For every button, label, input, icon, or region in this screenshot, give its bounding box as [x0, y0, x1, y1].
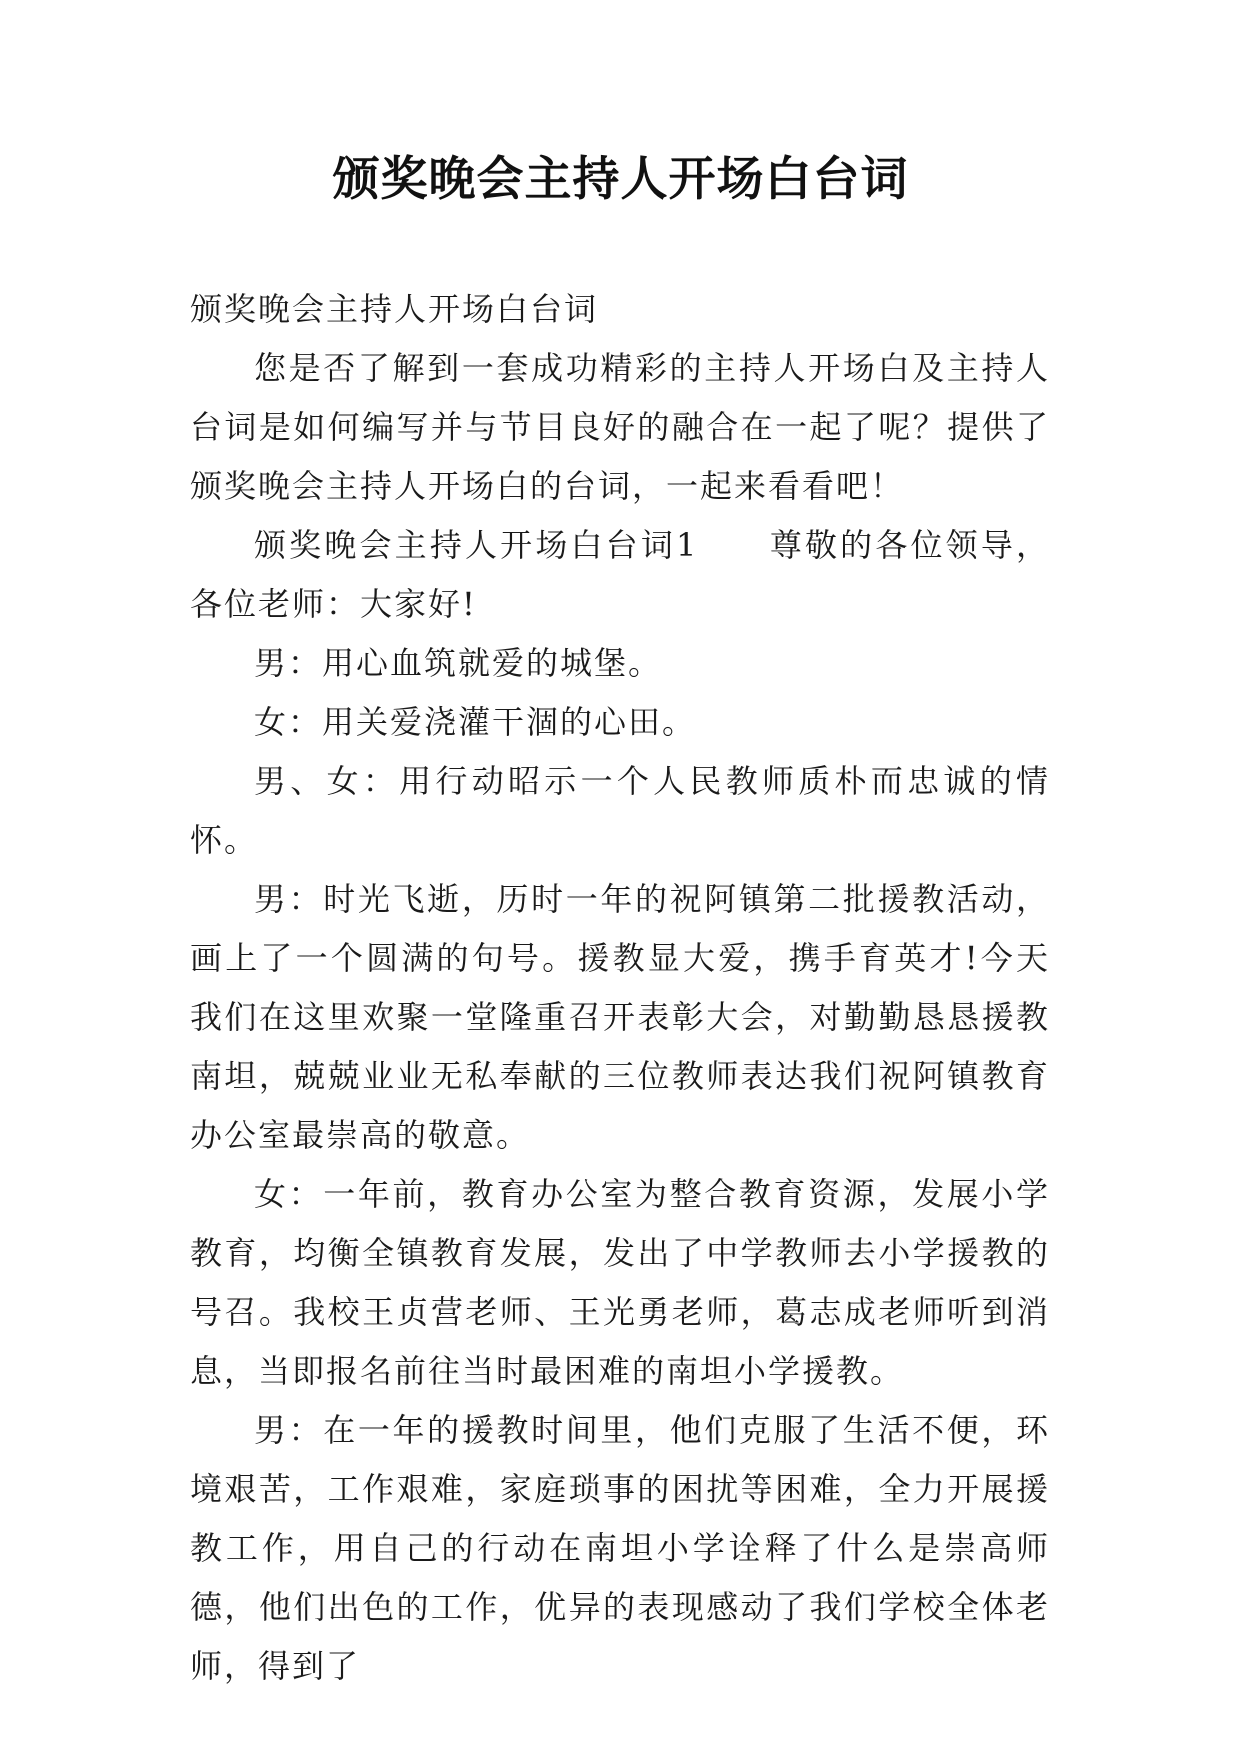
- dialogue-line: 女：用关爱浇灌干涸的心田。: [254, 703, 697, 741]
- dialogue-line: 男、女：用行动昭示一个人民教师质朴而忠诚的情怀。: [190, 762, 1050, 859]
- dialogue-paragraph: 男：在一年的援教时间里，他们克服了生活不便，环境艰苦，工作艰难，家庭琐事的困扰等困难，全力开展援教工作，用自己的行动在南坦小学诠释了什么是崇高师德，他们出色的工作，优异的表现感动了我们学校全体老师，得到了: [190, 1411, 1050, 1685]
- dialogue-paragraph: 男：时光飞逝，历时一年的祝阿镇第二批援教活动，画上了一个圆满的句号。援教显大爱，携手育英才!今天我们在这里欢聚一堂隆重召开表彰大会，对勤勤恳恳援教南坦，兢兢业业无私奉献的三位教师表达我们祝阿镇教育办公室最崇高的敬意。: [190, 880, 1050, 1154]
- document-title: 颁奖晚会主持人开场白台词: [332, 152, 909, 207]
- dialogue-line: 男：用心血筑就爱的城堡。: [254, 644, 663, 682]
- intro-paragraph: 您是否了解到一套成功精彩的主持人开场白及主持人台词是如何编写并与节目良好的融合在一起了呢？提供了颁奖晚会主持人开场白的台词，一起来看看吧！: [190, 349, 1050, 505]
- opening-paragraph: 颁奖晚会主持人开场白台词1 尊敬的各位领导，各位老师：大家好!: [190, 526, 1050, 623]
- dialogue-paragraph: 女：一年前，教育办公室为整合教育资源，发展小学教育，均衡全镇教育发展，发出了中学教师去小学援教的号召。我校王贞营老师、王光勇老师，葛志成老师听到消息，当即报名前往当时最困难的南坦小学援教。: [190, 1175, 1050, 1390]
- document-body: [190, 280, 1050, 1696]
- document-subtitle: 颁奖晚会主持人开场白台词: [190, 290, 599, 328]
